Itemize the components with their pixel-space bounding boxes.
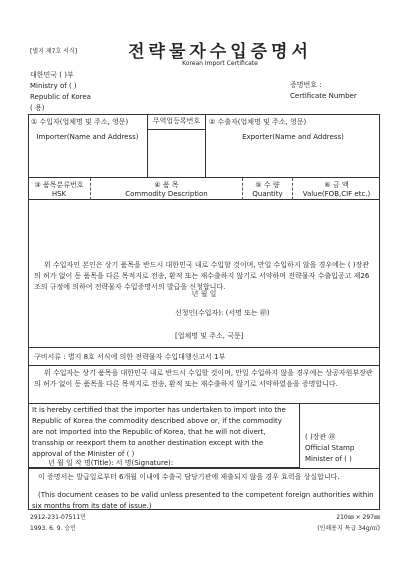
trade-registration-label: 무역업등록번호 [148,114,205,130]
hsk-label-ko: ③ 품목분류번호 [34,181,84,189]
applicant-company: [업체명 및 주소, 국문] [175,332,244,340]
ministry-en: Ministry of ( ) [30,82,77,90]
quantity-header [242,178,292,200]
footer-left [30,512,86,534]
minister-ko: ( )장관 ㊞ [305,433,336,441]
exporter-label-en: Exporter(Name and Address) [242,133,344,141]
description-label-ko: ④ 품 목 [154,181,179,189]
importer-label-en: Importer(Name and Address) [36,133,139,141]
description-header [90,178,242,200]
importer-cell [28,114,148,178]
hsk-label-en: HSK [51,190,67,198]
document-title: 전략물자수입증명서 [128,42,312,62]
ministry-ko: 대한민국 ( )부 [30,71,74,79]
confirmation-text: 위 수입자는 상기 품목을 대한민국 내로 반드시 수입할 것이며, 만일 수입하지 않을 경우에는 상공자원부장관의 허가 없이 동 품목을 다른 목적지로 전송, 환적 또는 재수출하지 않기로 서약하였음을 증명합니다. [28,366,380,404]
official-stamp-area [305,432,354,465]
exporter-label-ko: ② 수출자(업체명 및 주소, 영문) [209,118,307,126]
quantity-label-en: Quantity [252,190,283,198]
certificate-number [290,80,357,102]
exporter-cell [206,114,380,178]
purpose-line: ( 용) [30,104,45,112]
value-label-en: Value(FOB,CIF etc.) [302,190,371,198]
signature-line: 년 월 일 작 명(Title): 서 명(Signature): [28,456,300,468]
document-subtitle: Korean Import Certificate [182,60,258,67]
approval-date: 1993. 6. 9. 승인 [30,525,76,532]
applicant-signature: 신청인(수입자): (서명 또는 ㊞) [175,309,270,317]
application-date: 년 월 일 [191,290,217,298]
description-label-en: Commodity Description [125,190,208,198]
footer-right [250,512,380,534]
value-header [292,178,380,200]
importer-label-ko: ① 수입자(업체명 및 주소, 영문) [31,118,129,126]
form-code: 2912-231-07511민 [30,514,86,521]
hsk-header [28,180,90,198]
validity-en: (This document ceases to be valid unless presented to the competent foreign authorities within six months from its date of issue.) [32,491,374,510]
quantity-label-ko: ⑤ 수 량 [255,181,280,189]
paper-size: 210㎜ × 297㎜ [336,514,380,521]
minister-en: Minister of ( ) [305,455,352,463]
certification-text: It is hereby certified that the importer has undertaken to import into the Republic of Korea the commodity described above or, if the commodity are not imported into the Republic of Korea, that he will not divert, transship or reexport them to another destination except with the approval of the Minister of ( ) [28,404,300,456]
validity-ko: 이 증명서는 발급일로부터 6개월 이내에 수출국 담당기관에 제출되지 않을 경우 효력을 상실합니다. [38,473,340,481]
divider [28,468,380,469]
declaration-text: 위 수입자인 본인은 상기 품목을 반드시 대한민국 내로 수입할 것이며, 만일 수입하지 않을 경우에는 ( )장관의 허가 없이 동 품목을 다른 목적지로 전송, 환적 또는 재수출하지 않기로 서약하며 전략물자 수출입공고 제26조의 규정에 의하여 전략물자 수입증명서의 발급을 신청합니다. [34,261,370,291]
required-documents: 구비서류 : 별지 8호 서식에 의한 전략물자 수입대행신고서 1부 [28,348,380,366]
issuer-block [30,70,91,114]
trade-registration-cell [148,114,206,178]
paper-spec: (인쇄용지 특급 34g/㎡) [317,525,380,532]
form-number: [별지 제7호 서식] [30,48,78,55]
cert-number-en: Certificate Number [290,92,357,100]
value-label-ko: ⑥ 금 액 [324,181,349,189]
cert-number-ko: 증명번호 : [290,81,322,89]
republic-label: Republic of Korea [30,93,91,101]
official-stamp-label: Official Stamp [305,444,355,452]
